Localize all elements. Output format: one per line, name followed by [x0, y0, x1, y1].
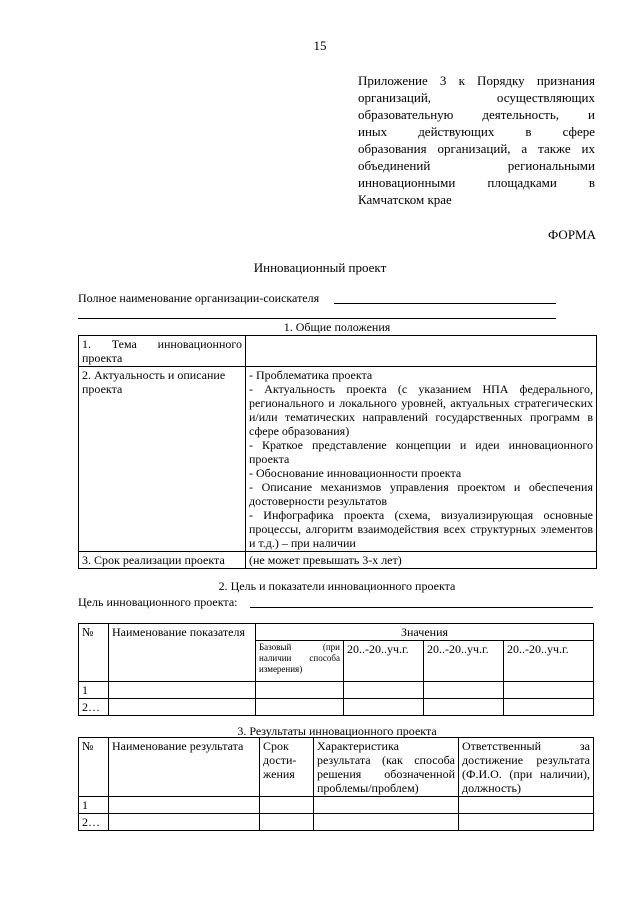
results-table — [78, 737, 594, 831]
section-3-title: 3. Результаты инновационного проекта — [237, 724, 437, 738]
appendix-line: Приложение 3 к Порядку признания — [358, 73, 595, 88]
appendix-line: иных действующих в сфере — [358, 124, 595, 139]
table-cell-input[interactable] — [260, 797, 314, 814]
column-header: № — [79, 738, 109, 797]
list-item: - Проблематика проекта — [249, 368, 373, 382]
list-item: - Описание механизмов управления проектом и обеспечения достоверности результатов — [249, 480, 593, 508]
list-item: - Актуальность проекта (с указанием НПА федерального, регионального и локального уровней, актуальных стратегических и/или тематических направлений государственных программ в сфере образования) — [249, 382, 593, 438]
column-header: Базовый (при наличии способа измерения) — [256, 641, 344, 682]
table-cell-input[interactable] — [424, 682, 504, 699]
table-cell-input[interactable] — [424, 699, 504, 716]
table-cell: (не может превышать 3-х лет) — [246, 552, 597, 569]
table-cell-input[interactable] — [314, 797, 459, 814]
org-name-label: Полное наименование организации-соискателя — [78, 291, 320, 305]
list-item: - Краткое представление концепции и идеи инновационного проекта — [249, 438, 593, 466]
appendix-line: организаций, осуществляющих — [358, 90, 595, 105]
appendix-line: Камчатском крае — [358, 192, 452, 207]
table-header-row — [79, 624, 594, 641]
goal-label: Цель инновационного проекта: — [78, 595, 238, 609]
table-cell: 2. Актуальность и описание проекта — [79, 367, 246, 552]
table-cell-input[interactable] — [504, 682, 594, 699]
table-cell-input[interactable] — [344, 699, 424, 716]
column-header: Наименование результата — [109, 738, 260, 797]
column-header: 20..-20..уч.г. — [504, 641, 594, 682]
goal-line[interactable] — [250, 607, 593, 608]
table-cell-input[interactable] — [459, 797, 594, 814]
table-row — [79, 336, 597, 367]
table-cell-input[interactable] — [504, 699, 594, 716]
row-number: 2… — [79, 814, 109, 831]
document-title: Инновационный проект — [253, 260, 387, 275]
table-row — [79, 682, 594, 699]
column-header: Наименование показателя — [109, 624, 256, 682]
column-header: 20..-20..уч.г. — [344, 641, 424, 682]
org-name-line-2[interactable] — [78, 318, 556, 319]
table-row — [79, 552, 597, 569]
table-cell-input[interactable] — [109, 814, 260, 831]
table-cell-input[interactable] — [459, 814, 594, 831]
appendix-line: инновационными площадками в — [358, 175, 595, 190]
table-cell: 3. Срок реализации проекта — [79, 552, 246, 569]
table-row — [79, 814, 594, 831]
table-cell-input[interactable] — [246, 336, 597, 367]
table-cell-input[interactable] — [256, 699, 344, 716]
row-number: 1 — [79, 682, 109, 699]
list-item: - Инфографика проекта (схема, визуализирующая основные процессы, алгоритм взаимодействия всех структурных элементов и т.д.) – при наличии — [249, 508, 593, 550]
table-row — [79, 797, 594, 814]
column-header: 20..-20..уч.г. — [424, 641, 504, 682]
table-cell-input[interactable] — [260, 814, 314, 831]
appendix-line: образовательную деятельность, и — [358, 107, 595, 122]
table-cell-input[interactable] — [109, 699, 256, 716]
table-cell: 1. Тема инновационного проекта — [79, 336, 246, 367]
table-cell — [246, 367, 597, 552]
row-number: 1 — [79, 797, 109, 814]
section-2-title: 2. Цель и показатели инновационного проекта — [218, 579, 456, 593]
table-header-row — [79, 738, 594, 797]
appendix-line: объединений региональными — [358, 158, 595, 173]
table-cell-input[interactable] — [109, 797, 260, 814]
column-header: Ответственный за достижение результата (Ф.И.О. (при наличии), должность) — [459, 738, 594, 797]
column-header: № — [79, 624, 109, 682]
column-header: Характеристика результата (как способа решения обозначенной проблемы/проблем) — [314, 738, 459, 797]
column-header: Срок дости-жения — [260, 738, 314, 797]
table-row — [79, 367, 597, 552]
table-cell-input[interactable] — [256, 682, 344, 699]
table-row — [79, 699, 594, 716]
appendix-line: образования организаций, а также их — [358, 141, 595, 156]
org-name-line[interactable] — [334, 303, 556, 304]
form-label: ФОРМА — [548, 227, 596, 242]
appendix-header — [358, 72, 595, 208]
table-cell-input[interactable] — [314, 814, 459, 831]
list-item: - Обоснование инновационности проекта — [249, 466, 462, 480]
indicators-table — [78, 623, 594, 716]
general-provisions-table — [78, 335, 597, 569]
page-number: 15 — [313, 38, 327, 53]
table-cell-input[interactable] — [344, 682, 424, 699]
table-cell-input[interactable] — [109, 682, 256, 699]
section-1-title: 1. Общие положения — [283, 320, 391, 334]
row-number: 2… — [79, 699, 109, 716]
column-header: Значения — [256, 624, 594, 641]
